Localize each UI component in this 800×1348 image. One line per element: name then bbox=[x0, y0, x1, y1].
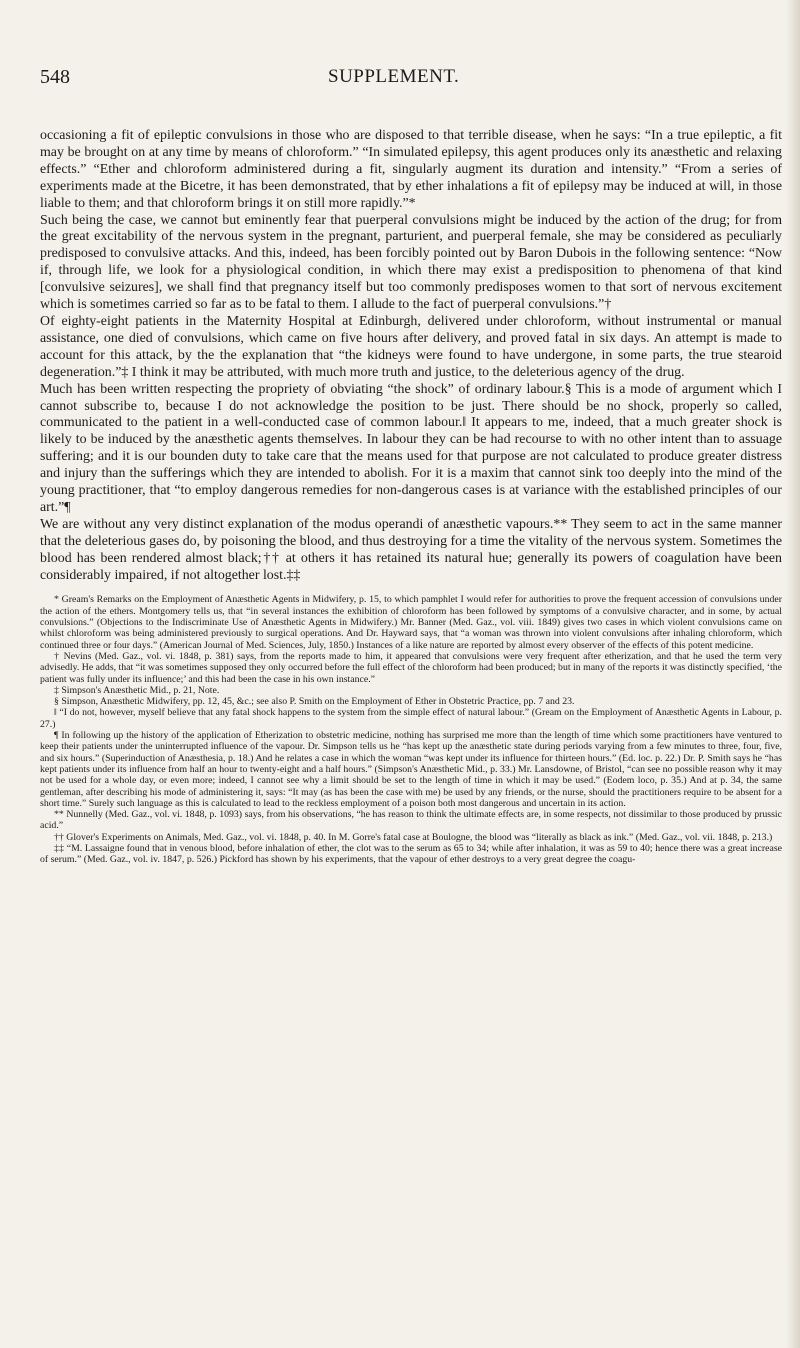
footnote: ¶ In following up the history of the application of Etherization to obstetric medicine, nothing has surprised me more than the length of time which some practitioners have ventured to keep their patients under the uninterrupted influence of the vapour. Dr. Simpson tells us he “has kept up the anæsthetic state during periods varying from a few minutes to three, four, five, and six hours.” (Superinduction of Anæsthesia, p. 18.) And he relates a case in which the woman “was kept under its influence for thirteen hours.” (Ed. loc. p. 22.) Dr. P. Smith says he “has kept patients under its influence from half an hour to twenty-eight and a half hours.” (Simpson's Anæsthetic Mid., p. 33.) Mr. Lansdowne, of Bristol, “can see no possible reason why it may not be used for a whole day, or even more; indeed, I cannot see why a limit should be set to the length of time in which it may be used.” (Eodem loco, p. 35.) And at p. 34, the same gentleman, after describing his mode of administering it, says: “It may (as has been the case with me) be used by any friends, or the nurse, should the practitioners require to be absent for a short time.” Surely such language as this is calculated to lead to the reckless employment of a poison both most dangerous and uncertain in its action. bbox=[40, 730, 782, 809]
footnote: † Nevins (Med. Gaz., vol. vi. 1848, p. 381) says, from the reports made to him, it appeared that convulsions were very frequent after etherization, and that he used the term very advisedly. He adds, that “it was sometimes supposed they only occurred before the full effect of the chloroform had been produced; but in many of the reports it was distinctly specified, ‘the patient was fully under its influence;’ and this had been the case in his own instance.” bbox=[40, 650, 782, 685]
running-header bbox=[40, 62, 782, 102]
footnote: ‡ Simpson's Anæsthetic Mid., p. 21, Note. bbox=[54, 684, 220, 696]
paragraph: We are without any very distinct explanation of the modus operandi of anæsthetic vapours.** They seem to act in the same manner that the deleterious gases do, by poisoning the blood, and thus destroying for a time the vitality of the nervous system. Sometimes the blood has been rendered almost black;†† at others it has retained its natural hue; generally its powers of coagulation have been considerably impaired, if not altogether lost.‡‡ bbox=[40, 516, 782, 583]
running-title: SUPPLEMENT. bbox=[328, 66, 460, 87]
page-edge-shadow bbox=[786, 0, 800, 1348]
page-number: 548 bbox=[40, 66, 70, 88]
footnote: ‡‡ “M. Lassaigne found that in venous blood, before inhalation of ether, the clot was to the serum as 65 to 34; while after inhalation, it was as 59 to 40; hence there was a great increase of serum.” (Med. Gaz., vol. iv. 1847, p. 526.) Pickford has shown by his experiments, that the vapour of ether destroys to a very great degree the coagu- bbox=[40, 843, 782, 866]
footnotes bbox=[40, 594, 782, 865]
footnote: †† Glover's Experiments on Animals, Med. Gaz., vol. vi. 1848, p. 40. In M. Gorre's fatal case at Boulogne, the blood was “literally as black as ink.” (Med. Gaz., vol. vii. 1848, p. 213.) bbox=[54, 831, 773, 843]
footnote: ‖ “I do not, however, myself believe that any fatal shock happens to the system from the simple effect of natural labour.” (Gream on the Employment of Anæsthetic Agents in Labour, p. 27.) bbox=[40, 707, 782, 730]
main-text bbox=[40, 128, 782, 584]
paragraph: Much has been written respecting the propriety of obviating “the shock” of ordinary labour.§ This is a mode of argument which I cannot subscribe to, because I do not acknowledge the position to be just. There should be no shock, properly so called, communicated to the patient in a well-conducted case of common labour.‖ It appears to me, indeed, that a much greater shock is likely to be induced by the anæsthetic agents themselves. In labour they can be had recourse to with no other intent than to assuage suffering; and it is our bounden duty to take care that the means used for that purpose are not calculated to produce greater distress and injury than the sufferings which they are intended to abolish. For it is a maxim that cannot sink too deeply into the mind of the young practitioner, that “to employ dangerous remedies for non-dangerous cases is at variance with the established principles of our art.”¶ bbox=[40, 381, 782, 515]
footnote: § Simpson, Anæsthetic Midwifery, pp. 12, 45, &c.; see also P. Smith on the Employment of Ether in Obstetric Practice, pp. 7 and 23. bbox=[54, 696, 575, 708]
paragraph: Of eighty-eight patients in the Maternity Hospital at Edinburgh, delivered under chloroform, without instrumental or manual assistance, one died of convulsions, which came on five hours after delivery, and proved fatal in six days. An attempt is made to account for this attack, by the the explanation that “the kidneys were found to have undergone, in some parts, the true stearoid degeneration.”‡ I think it may be attributed, with much more truth and justice, to the deleterious agency of the drug. bbox=[40, 313, 782, 380]
paragraph: occasioning a fit of epileptic convulsions in those who are disposed to that terrible disease, when he says: “In a true epileptic, a fit may be brought on at any time by means of chloroform.” “In simulated epilepsy, this agent produces only its anæsthetic and relaxing effects.” “Ether and chloroform administered during a fit, singularly augment its duration and intensity.” “From a series of experiments made at the Bicetre, it has been demonstrated, that by ether inhalations a fit of epilepsy may be induced at will, in those liable to them; and that chloroform brings it on still more rapidly.”* bbox=[40, 128, 782, 211]
book-page bbox=[40, 62, 782, 866]
footnote: ** Nunnelly (Med. Gaz., vol. vi. 1848, p. 1093) says, from his observations, “he has reason to think the ultimate effects are, in some respects, not dissimilar to those produced by prussic acid.” bbox=[40, 809, 782, 832]
paragraph: Such being the case, we cannot but eminently fear that puerperal convulsions might be induced by the action of the drug; for from the great excitability of the nervous system in the pregnant, parturient, and puerperal female, she may be considered as peculiarly predisposed to convulsive attacks. And this, indeed, has been forcibly pointed out by Baron Dubois in the following sentence: “Now if, through life, we look for a physiological condition, in which there may exist a predisposition to phenomena of that kind [convulsive seizures], we shall find that pregnancy itself but too commonly predisposes women to that sort of nervous excitement which is sometimes carried so far as to be fatal to them. I allude to the fact of puerperal convulsions.”† bbox=[40, 212, 782, 313]
footnote: * Gream's Remarks on the Employment of Anæsthetic Agents in Midwifery, p. 15, to which pamphlet I would refer for authorities to prove the frequent accession of convulsions under the action of the ethers. Montgomery tells us, that “in several instances the exhibition of chloroform has been followed by symptoms of a convulsive character, and in some, by actual convulsions.” (Objections to the Indiscriminate Use of Anæsthetic Agents in Midwifery.) Mr. Banner (Med. Gaz., vol. viii. 1849) gives two cases in which violent convulsions came on whilst chloroform was being administered previously to surgical operations. And Dr. Hayward says, that “a woman was thrown into violent convulsions after inhaling chloroform, which continued three or four days.” (American Journal of Med. Sciences, July, 1850.) Instances of a like nature are reported by almost every observer of the effects of this potent medicine. bbox=[40, 594, 782, 651]
